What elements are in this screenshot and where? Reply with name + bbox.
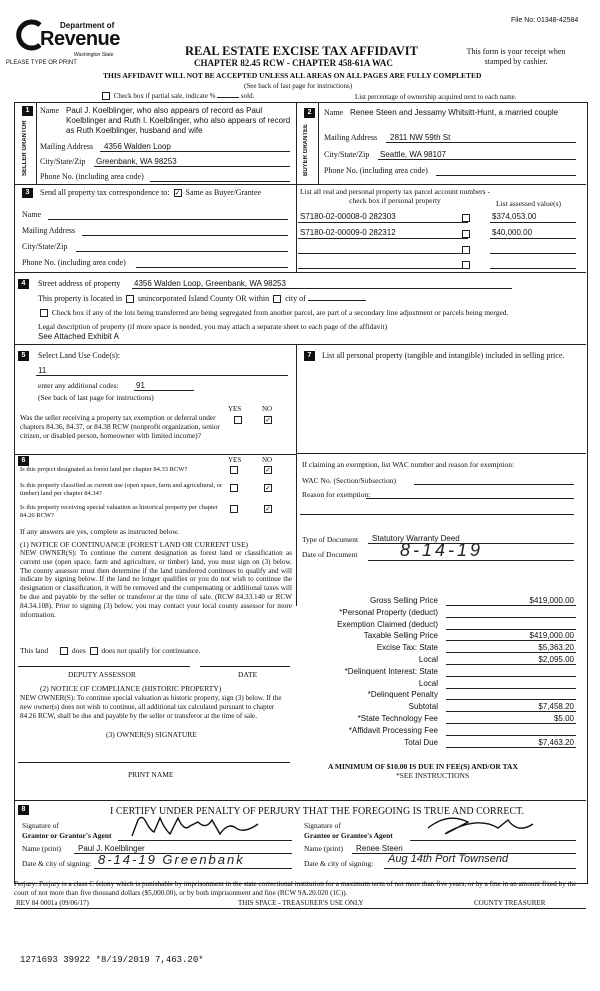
- tax-row-value[interactable]: $5,363.20: [538, 643, 574, 652]
- deputy-assessor-label: DEPUTY ASSESSOR: [68, 670, 136, 679]
- forest-yes-checkbox[interactable]: [230, 466, 238, 474]
- parcel-4-value-field[interactable]: [490, 268, 576, 269]
- grantor-date-label: Date & city of signing:: [22, 859, 92, 868]
- additional-code[interactable]: 91: [136, 381, 145, 390]
- parcel-3-value-field[interactable]: [490, 253, 576, 254]
- tax-row-label: Excise Tax: State: [376, 643, 438, 652]
- section-5-number: 5: [18, 351, 29, 361]
- claim-exemption-label: If claiming an exemption, list WAC number and reason for exemption:: [302, 460, 515, 469]
- footer-line: [14, 908, 586, 909]
- correspondence-name-field[interactable]: [48, 219, 288, 220]
- grantee-date-label: Date & city of signing:: [304, 859, 374, 868]
- tax-row-value[interactable]: $419,000.00: [529, 596, 574, 605]
- notice-continuance-title: (1) NOTICE OF CONTINUANCE (FOREST LAND OR CURRENT USE): [20, 540, 249, 549]
- does-label: does: [71, 646, 86, 655]
- sep-4-5: [14, 344, 586, 345]
- tax-row-line: [446, 605, 576, 606]
- tax-row-line: [446, 652, 576, 653]
- if-any-yes: If any answers are yes, complete as instructed below.: [20, 527, 180, 536]
- sep-5-6: [14, 454, 296, 455]
- perjury-notice: Perjury: Perjury is a class C felony which is punishable by imprisonment in the state correctional institution for a maximum term of not more than five years, or by a fine in an amount fixed by the court of not more than five thousand dollars ($5,000.00), or by both imprisonment and fine (RCW 9A.20.020 (1C)).: [14, 880, 577, 897]
- tax-row-label: Subtotal: [408, 702, 438, 711]
- notice-compliance-title: (2) NOTICE OF COMPLIANCE (HISTORIC PROPERTY): [40, 684, 222, 693]
- grantee-name-label: Name (print): [304, 844, 343, 853]
- s1-city-label: City/State/Zip: [40, 157, 86, 166]
- parcel-header: List all real and personal property tax parcel account numbers - check box if personal property: [300, 187, 490, 205]
- sold-label: sold.: [240, 92, 255, 100]
- legal-description[interactable]: See Attached Exhibit A: [38, 332, 119, 341]
- owner-signature-label: (3) OWNER(S) SIGNATURE: [106, 730, 197, 739]
- grantee-signature-scribble-icon: [418, 810, 538, 842]
- grantee-sig-line: [410, 840, 576, 841]
- tax-row-value[interactable]: $419,000.00: [529, 631, 574, 640]
- tax-row-label: Local: [418, 655, 438, 664]
- ownership-note: List percentage of ownership acquired next to each name.: [355, 93, 517, 101]
- pline2: [298, 238, 468, 239]
- county-treasurer-label: COUNTY TREASURER: [474, 899, 546, 907]
- owner-signature-field[interactable]: [18, 762, 290, 763]
- city-of-checkbox[interactable]: [273, 295, 281, 303]
- property-street-address[interactable]: 4356 Walden Loop, Greenbank, WA 98253: [134, 279, 286, 288]
- s3-city-label: City/State/Zip: [22, 242, 68, 251]
- correspondence-address-field[interactable]: [82, 235, 288, 236]
- divider-3: [296, 184, 297, 272]
- form-warning: THIS AFFIDAVIT WILL NOT BE ACCEPTED UNLESS ALL AREAS ON ALL PAGES ARE FULLY COMPLETED: [103, 71, 482, 80]
- current-use-question: Is this property classified as current use (open space, farm and agricultural, or timber) land per chapter 84.34?: [20, 482, 223, 497]
- parcel-1-personal-checkbox[interactable]: [462, 214, 470, 222]
- section-8-number: 8: [18, 805, 29, 815]
- land-use-label: Select Land Use Code(s):: [38, 351, 120, 360]
- parcel-2-value[interactable]: $40,000.00: [492, 228, 533, 237]
- sep-7: [296, 453, 586, 454]
- tax-row-line: [446, 640, 576, 641]
- city-of-label: city of: [285, 294, 306, 303]
- grantee-name[interactable]: Renee Steen and Jessamy Whitsitt-Hunt, a married couple: [350, 108, 559, 117]
- grantor-printed-name[interactable]: Paul J. Koelblinger: [78, 844, 145, 853]
- city-of-field[interactable]: [308, 300, 366, 301]
- section-3-number: 3: [22, 188, 33, 198]
- grantor-name-label: Name (print): [22, 844, 61, 853]
- grantee-printed-name[interactable]: Renee Steen: [356, 844, 403, 853]
- location-row: [38, 294, 366, 303]
- s1-address-line: [100, 151, 290, 152]
- grantee-signature[interactable]: [418, 810, 538, 844]
- notice-continuance-body: NEW OWNER(S): To continue the current designation as forest land or classification as current use (open space, farm and agriculture, or timber) land, you must sign on (3) below. The county assessor must then determine if the land transferred continues to qualify and will indicate by signing below. If the land no longer qualifies or you do not wish to continue the designation or classification, it will be removed and the compensating or additional taxes will be due and payable by the seller or transferor at the time of sale. (RCW 84.33.140 or RCW 84.34.108). Prior to signing (3) below, you may contact your local county assessor for more information.: [20, 549, 292, 619]
- s2-name-label: Name: [324, 108, 344, 117]
- forest-land-question: Is this project designated as forest land per chapter 84.33 RCW?: [20, 466, 188, 473]
- s3-name-label: Name: [22, 210, 42, 219]
- s2-address-label: Mailing Address: [324, 133, 378, 142]
- additional-codes-label: enter any additional codes:: [38, 381, 119, 390]
- treasurer-receipt-stamp: 1271693 39922 *8/19/2019 7,463.20*: [20, 955, 204, 965]
- assessed-header: List assessed value(s): [496, 199, 561, 208]
- sep-3-4: [14, 272, 586, 273]
- grantor-sig-label-1: Signature of: [22, 821, 59, 830]
- add-code-line: [134, 390, 194, 391]
- s2-address-line: [386, 142, 576, 143]
- send-correspondence-label: Send all property tax correspondence to:: [40, 188, 170, 197]
- historic-question: Is this property receiving special valuation as historical property per chapter 84.26 RCW?: [20, 504, 218, 519]
- section-7-number: 7: [304, 351, 315, 361]
- see-instructions-note: *SEE INSTRUCTIONS: [396, 771, 470, 780]
- segregated-row: [38, 308, 508, 317]
- s3-send-row: [40, 188, 261, 197]
- tax-row-value[interactable]: $7,458.20: [538, 702, 574, 711]
- partial-sale-row: [100, 92, 254, 100]
- buyer-grantee-label: BUYER GRANTEE: [303, 124, 309, 177]
- exemption-no-checkbox[interactable]: ✓: [265, 416, 271, 424]
- logo-name: Revenue: [40, 28, 120, 50]
- partial-sale-percent-field[interactable]: [217, 97, 239, 98]
- deputy-assessor-signature[interactable]: [18, 666, 190, 667]
- s1-address-label: Mailing Address: [40, 142, 94, 151]
- section-1-number: 1: [22, 106, 33, 116]
- current-use-yes-checkbox[interactable]: [230, 484, 238, 492]
- tax-row-label: *State Technology Fee: [357, 714, 438, 723]
- reason-field[interactable]: [366, 498, 574, 499]
- treasurer-only-label: THIS SPACE - TREASURER'S USE ONLY: [238, 899, 364, 907]
- same-as-buyer-checkbox[interactable]: ✓: [174, 189, 181, 198]
- land-use-code[interactable]: 11: [38, 366, 47, 375]
- pline1: [298, 222, 468, 223]
- tax-row-line: [446, 676, 576, 677]
- print-name-label: PRINT NAME: [128, 770, 174, 779]
- section-6-number: 6: [18, 456, 29, 466]
- tax-row-label: Local: [418, 679, 438, 688]
- s2-city-line: [378, 159, 576, 160]
- partial-sale-checkbox[interactable]: [102, 92, 110, 100]
- vline1: [490, 222, 576, 223]
- parcel-4-field[interactable]: [298, 268, 468, 269]
- grantor-city[interactable]: Greenbank, WA 98253: [96, 157, 177, 166]
- grantor-name[interactable]: Paul J. Koelblinger, who also appears of record as Paul Koelblinger and Ruth I. Koelblinger, who also appears of record as Ruth Koelblinger, husband and wife: [66, 106, 291, 135]
- tax-row-line: [446, 711, 576, 712]
- grantee-city[interactable]: Seattle, WA 98107: [380, 150, 446, 159]
- tax-row-line: [446, 688, 576, 689]
- correspondence-city-field[interactable]: [76, 251, 288, 252]
- tax-row-label: Exemption Claimed (deduct): [337, 620, 438, 629]
- code-line: [36, 375, 288, 376]
- grantee-date-city[interactable]: Aug 14th Port Townsend: [388, 853, 509, 865]
- form-chapter: CHAPTER 82.45 RCW - CHAPTER 458-61A WAC: [194, 58, 393, 68]
- tax-row-line: [446, 735, 576, 736]
- s1-city-line: [94, 166, 290, 167]
- grantee-phone-field[interactable]: [436, 175, 576, 176]
- tax-row-label: Taxable Selling Price: [363, 631, 438, 640]
- s1-name-label: Name: [40, 106, 60, 115]
- divider-5-7: [296, 344, 297, 606]
- partial-sale-label: Check box if partial sale, indicate %: [113, 92, 216, 100]
- section-4-number: 4: [18, 279, 29, 289]
- grantor-date-city[interactable]: 8-14-19 Greenbank: [98, 852, 245, 867]
- grantor-date-line: [94, 868, 292, 869]
- correspondence-phone-field[interactable]: [136, 267, 288, 268]
- see-back-note: (See back of last page for instructions): [244, 82, 353, 90]
- logo-dept: Department of: [60, 21, 115, 30]
- s5-no-header: NO: [262, 405, 273, 413]
- parcel-3-field[interactable]: [298, 253, 468, 254]
- s2-phone-label: Phone No. (including area code): [324, 166, 428, 175]
- vline2: [490, 238, 576, 239]
- parcel-2[interactable]: S7180-02-00009-0 282312: [300, 228, 396, 237]
- receipt-note: This form is your receipt when stamped by cashier.: [466, 47, 566, 66]
- notice-compliance-body: NEW OWNER(S): To continue special valuation as historic property, sign (3) below. If the new owner(s) does not wish to continue, all additional tax calculated pursuant to chapter 84.26 RCW, shall be due and payable by the seller or transferor at the time of sale.: [20, 694, 282, 720]
- reason-field-2[interactable]: [300, 514, 574, 515]
- sep-2-3: [14, 184, 586, 185]
- parcel-2-personal-checkbox[interactable]: [462, 230, 470, 238]
- street-label: Street address of property: [38, 279, 121, 288]
- tax-row-line: [446, 747, 576, 748]
- grantor-address[interactable]: 4356 Walden Loop: [104, 142, 171, 151]
- grantor-sig-label-2: Grantor or Grantor's Agent: [22, 831, 112, 840]
- tax-row-line: [446, 723, 576, 724]
- this-land-label: This land: [20, 646, 49, 655]
- tax-row-label: *Delinquent Penalty: [367, 690, 438, 699]
- logo-state: Washington State: [74, 52, 114, 58]
- grantor-phone-field[interactable]: [150, 181, 290, 182]
- please-type: PLEASE TYPE OR PRINT: [6, 60, 77, 66]
- tax-row-value[interactable]: $7,463.20: [538, 738, 574, 747]
- grantee-sig-label-2: Grantee or Grantee's Agent: [304, 831, 393, 840]
- document-type[interactable]: Statutory Warranty Deed: [372, 534, 460, 543]
- parcel-1[interactable]: S7180-02-00008-0 282303: [300, 212, 396, 221]
- historic-no-checkbox[interactable]: ✓: [265, 505, 271, 513]
- wac-label: WAC No. (Section/Subsection): [302, 476, 396, 485]
- wac-number-field[interactable]: [414, 484, 574, 485]
- grantee-date-line: [384, 868, 576, 869]
- legal-description-label: Legal description of property (if more space is needed, you may attach a separate sheet to each page of the affidavit): [38, 322, 388, 331]
- does-qualify-checkbox[interactable]: [60, 647, 68, 655]
- grantor-signature-scribble-icon: [128, 812, 278, 842]
- document-date[interactable]: 8-14-19: [400, 540, 484, 560]
- s1-phone-label: Phone No. (including area code): [40, 172, 144, 181]
- current-use-no-checkbox[interactable]: ✓: [265, 484, 271, 492]
- unincorporated-checkbox[interactable]: [126, 295, 134, 303]
- deputy-date-label: DATE: [238, 670, 258, 679]
- tax-row-label: *Affidavit Processing Fee: [348, 726, 438, 735]
- s3-phone-label: Phone No. (including area code): [22, 258, 126, 267]
- does-not-qualify-checkbox[interactable]: [90, 647, 98, 655]
- minimum-due-note: A MINIMUM OF $10.00 IS DUE IN FEE(S) AND/OR TAX: [328, 762, 518, 771]
- form-title: REAL ESTATE EXCISE TAX AFFIDAVIT: [185, 44, 418, 58]
- sep-8: [14, 800, 586, 801]
- docdate-line: [368, 560, 574, 561]
- segregated-checkbox[interactable]: [40, 309, 48, 317]
- s6-yes-header: YES: [228, 456, 242, 464]
- doc-type-label: Type of Document: [302, 535, 359, 544]
- s1-sideline: [36, 102, 37, 184]
- tax-row-label: *Delinquent Interest: State: [344, 667, 438, 676]
- deputy-date-field[interactable]: [200, 666, 290, 667]
- tax-row-line: [446, 629, 576, 630]
- s2-city-label: City/State/Zip: [324, 150, 370, 159]
- tax-row-label: Gross Selling Price: [369, 596, 438, 605]
- s5-see-back: (See back of last page for instructions): [38, 393, 154, 402]
- tax-row-line: [446, 699, 576, 700]
- segregated-label: Check box if any of the lots being transferred are being segregated from another parcel, are part of a secondary line adjustment or parcels being merged.: [51, 308, 509, 317]
- personal-property-label: List all personal property (tangible and intangible) included in selling price.: [322, 351, 565, 360]
- does-not-label: does not qualify for continuance.: [101, 646, 201, 655]
- seller-grantor-label: SELLER GRANTOR: [22, 120, 28, 176]
- unincorporated-label: unincorporated Island County OR within: [137, 294, 270, 303]
- certify-statement: I CERTIFY UNDER PENALTY OF PERJURY THAT THE FOREGOING IS TRUE AND CORRECT.: [110, 806, 524, 817]
- divider-1-2: [296, 102, 297, 184]
- forest-no-checkbox[interactable]: ✓: [265, 466, 271, 474]
- grantor-sig-line: [118, 840, 292, 841]
- reason-label: Reason for exemption:: [302, 490, 371, 499]
- grantee-address[interactable]: 2811 NW 59th St: [390, 133, 451, 142]
- parcel-1-value[interactable]: $374,053.00: [492, 212, 537, 221]
- doc-date-label: Date of Document: [302, 550, 358, 559]
- historic-yes-checkbox[interactable]: [230, 505, 238, 513]
- s3-address-label: Mailing Address: [22, 226, 76, 235]
- tax-row-label: *Personal Property (deduct): [339, 608, 438, 617]
- file-number: File No: 01348-42584: [511, 17, 579, 24]
- section-2-number: 2: [304, 108, 315, 118]
- located-label: This property is located in: [38, 294, 122, 303]
- s6-no-header: NO: [262, 456, 273, 464]
- same-as-buyer-label: Same as Buyer/Grantee: [185, 188, 262, 197]
- tax-row-line: [446, 664, 576, 665]
- tax-row-value[interactable]: $5.00: [553, 714, 574, 723]
- s2-sideline: [318, 102, 319, 184]
- qualify-row: [20, 646, 200, 655]
- form-revision: REV 84 0001a (09/06/17): [16, 899, 89, 907]
- tax-exemption-question: Was the seller receiving a property tax exemption or deferral under chapters 84.36, 84.37, or 84.38 RCW (nonprofit organization, senior citizen, or disabled person, homeowner with limited income)?: [20, 413, 220, 440]
- tax-row-value[interactable]: $2,095.00: [538, 655, 574, 664]
- street-line: [132, 288, 512, 289]
- tax-row-line: [446, 617, 576, 618]
- tax-row-label: Total Due: [404, 738, 438, 747]
- grantee-sig-label-1: Signature of: [304, 821, 341, 830]
- s5-yes-header: YES: [228, 405, 242, 413]
- exemption-yes-checkbox[interactable]: [234, 416, 242, 424]
